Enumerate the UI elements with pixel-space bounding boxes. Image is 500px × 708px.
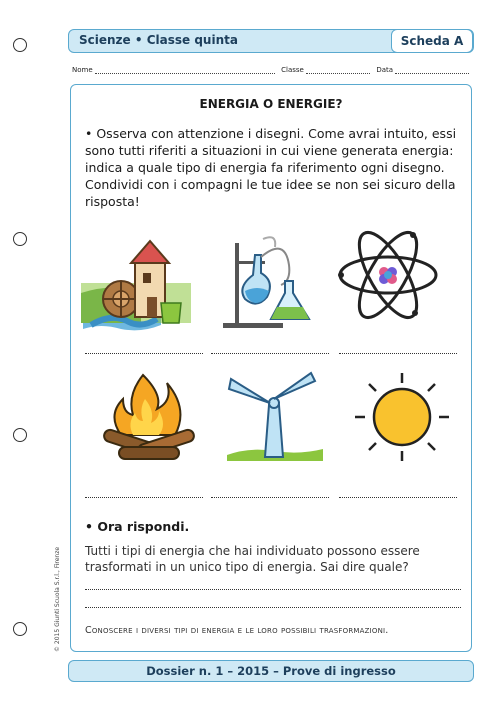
answer-line[interactable] — [85, 589, 461, 590]
header-bar — [68, 29, 474, 53]
learning-objective: Conoscere i diversi tipi di energia e le loro possibili trasformazioni. — [85, 625, 389, 636]
answer-line[interactable] — [211, 497, 329, 498]
footer-bar: Dossier n. 1 – 2015 – Prove di ingresso — [68, 660, 474, 682]
binder-hole — [13, 232, 27, 246]
answer-line[interactable] — [85, 353, 203, 354]
wind-turbine-icon — [219, 365, 329, 465]
water-mill-icon — [81, 233, 191, 333]
sheet-label: Scheda A — [391, 29, 473, 53]
date-field[interactable] — [395, 66, 469, 74]
name-field[interactable] — [95, 66, 275, 74]
sun-icon — [347, 367, 457, 467]
exercise-frame — [70, 84, 472, 652]
class-label: Classe — [281, 66, 304, 74]
name-label: Nome — [72, 66, 93, 74]
answer-line[interactable] — [85, 497, 203, 498]
date-label: Data — [376, 66, 394, 74]
class-field[interactable] — [306, 66, 370, 74]
binder-hole — [13, 38, 27, 52]
binder-hole — [13, 428, 27, 442]
answer-line[interactable] — [339, 497, 457, 498]
answer-line[interactable] — [211, 353, 329, 354]
copyright-notice: © 2015 Giunti Scuola S.r.l., Firenze — [54, 546, 61, 652]
question-text: Tutti i tipi di energia che hai individuato possono essere trasformati in un unico tipo di energia. Sai dire quale? — [85, 544, 420, 574]
atom-icon — [333, 225, 443, 325]
instructions: • Osserva con attenzione i disegni. Come avrai intuito, essi sono tutti riferiti a situazioni in cui viene generata energia: indica a quale tipo di energia fa riferimento ogni disegno. Condividi con i compagni le tue idee se non sei sicuro della risposta! — [85, 126, 457, 209]
answer-line[interactable] — [85, 607, 461, 608]
chemistry-flask-icon — [215, 233, 325, 333]
answer-line[interactable] — [339, 353, 457, 354]
binder-hole — [13, 622, 27, 636]
subject-title: Scienze • Classe quinta — [79, 33, 238, 47]
question-heading: • Ora rispondi. — [85, 519, 190, 534]
campfire-icon — [93, 365, 203, 465]
exercise-title: ENERGIA O ENERGIE? — [199, 97, 343, 111]
student-fields — [72, 66, 472, 74]
